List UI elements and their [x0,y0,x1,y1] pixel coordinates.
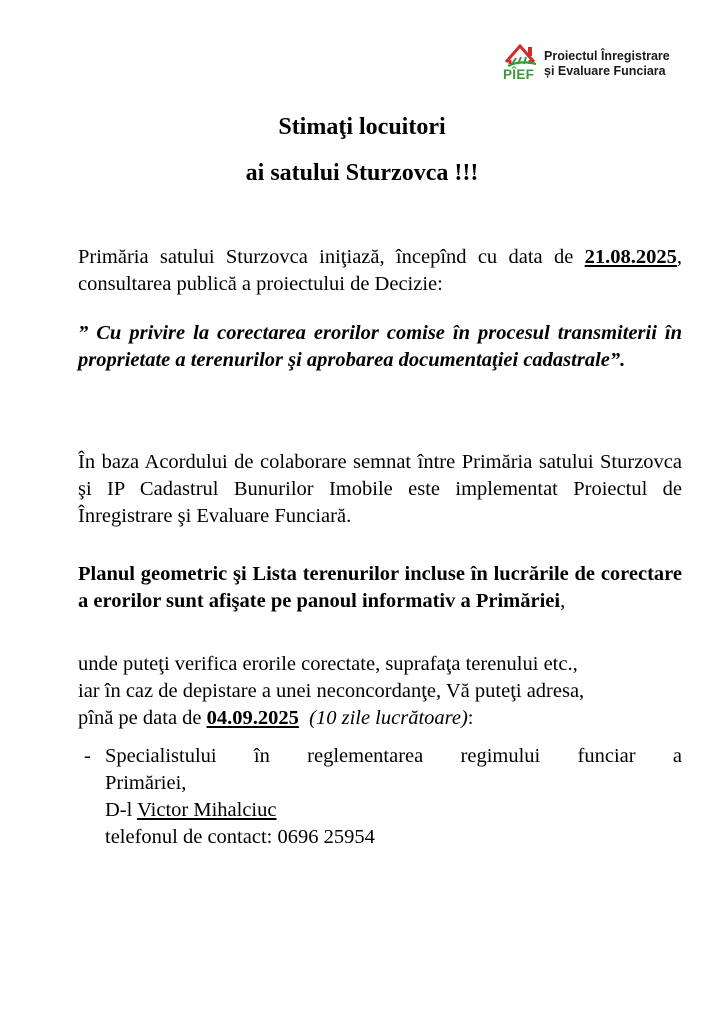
contact-role-line-1: Specialistului în reglementarea regimului funciar a [105,745,682,767]
deadline-note: (10 zile lucrătoare) [309,707,468,729]
contact-name: Victor Mihalciuc [137,799,277,821]
contact-list-item [105,743,682,851]
logo-text [544,49,670,79]
heading-line-2: ai satului Sturzovca !!! [245,160,479,186]
deadline-prefix: pînă pe data de [78,707,207,729]
list-bullet: - [84,745,91,767]
plan-notice-text: Planul geometric şi Lista terenurilor incluse în lucrările de corectare a erorilor sunt afişate pe panoul informativ a Primăriei [78,563,682,612]
deadline-suffix: : [467,707,474,729]
logo-acronym: PÎEF [503,67,535,82]
logo-line-1: Proiectul Înregistrare [544,49,670,63]
contact-name-line [105,797,682,824]
intro-text-end: , consultarea publică a proiectului de Decizie: [78,246,683,295]
deadline-date: 04.09.2025 [206,707,299,729]
contact-phone: telefonul de contact: 0696 25954 [105,826,375,848]
intro-paragraph [78,244,682,298]
intro-text: Primăria satului Sturzovca iniţiază, începînd cu data de [78,246,574,268]
agreement-paragraph: În baza Acordului de colaborare semnat între Primăria satului Sturzovca şi IP Cadastrul Bunurilor Imobile este implementat Proiectul de Înregistrare şi Evaluare Funciară. [78,451,682,527]
consultation-start-date: 21.08.2025 [584,246,677,268]
heading-line-1: Stimaţi locuitori [278,114,446,140]
deadline-line [78,705,682,732]
logo-line-2: și Evaluare Funciara [544,64,666,78]
pief-logo [502,40,702,90]
plan-notice [78,561,682,615]
verify-line-2: iar în caz de depistare a unei neconcordanţe, Vă puteţi adresa, [78,680,585,702]
contact-name-prefix: D-l [105,799,138,821]
verify-line-1: unde puteţi verifica erorile corectate, suprafaţa terenului etc., [78,653,578,675]
plan-notice-comma: , [560,590,566,612]
contact-role-line-2: Primăriei, [105,772,187,794]
decision-title: ” Cu privire la corectarea erorilor comise în procesul transmiterii în proprietate a terenurilor şi aprobarea documentaţiei cadastrale”. [78,322,682,371]
verify-paragraph [78,651,682,732]
